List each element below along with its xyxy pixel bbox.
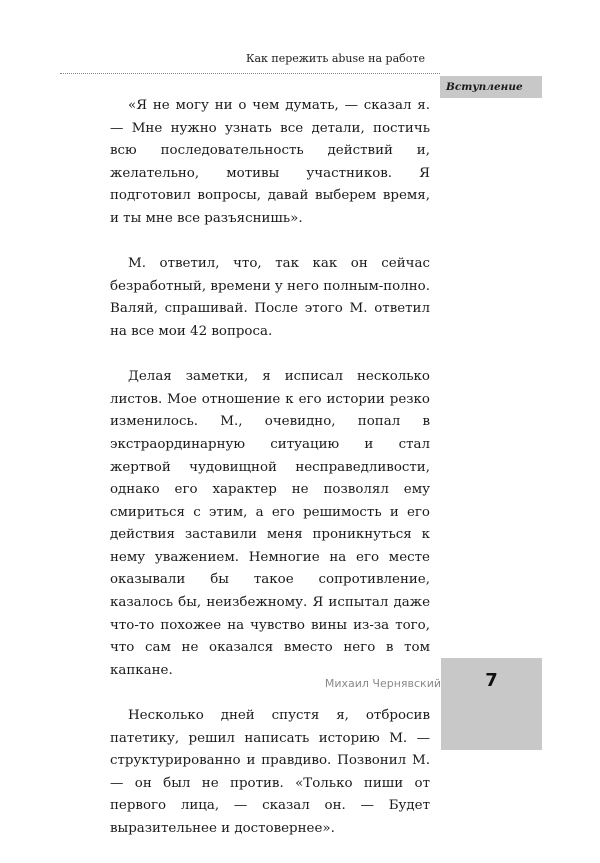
running-title: Как пережить abuse на работе xyxy=(245,52,425,65)
paragraph: «Я не могу ни о чем думать, — сказал я. — Мне нужно узнать все детали, постичь всю последовательность действий и, желательно, мотивы участников. Я подготовил вопросы, давай выберем время, и ты мне все разъяснишь». xyxy=(110,98,430,226)
footer-author: Михаил Чернявский xyxy=(324,677,441,690)
paragraph: Делая заметки, я исписал несколько листов. Мое отношение к его истории резко изменилось. М., очевидно, попал в экстраординарную ситуацию и стал жертвой чудовищной несправедливости, однако его характер не позволял ему смириться с этим, а его решимость и его действия заставили меня проникнуться к нему уважением. Немногие на его месте оказывали бы такое сопротивление, казалось бы, неизбежному. Я испытал даже что-то похожее на чувство вины из-за того, что сам не оказался вместо него в том капкане. xyxy=(110,369,430,678)
header-rule xyxy=(60,73,440,74)
paragraph: М. ответил, что, так как он сейчас безработный, времени у него полным-полно. Валяй, спрашивай. После этого М. ответил на все мои 42 вопроса. xyxy=(110,256,430,339)
section-label: Вступление xyxy=(440,76,542,98)
page-number-box xyxy=(441,658,542,750)
main-text xyxy=(110,95,430,863)
paragraph: Несколько дней спустя я, отбросив патетику, решил написать историю М. — структурированно и правдиво. Позвонил М. — он был не против. «Только пиши от первого лица, — сказал он. — Будет выразительнее и достовернее». xyxy=(110,708,430,836)
page-number: 7 xyxy=(485,670,498,691)
